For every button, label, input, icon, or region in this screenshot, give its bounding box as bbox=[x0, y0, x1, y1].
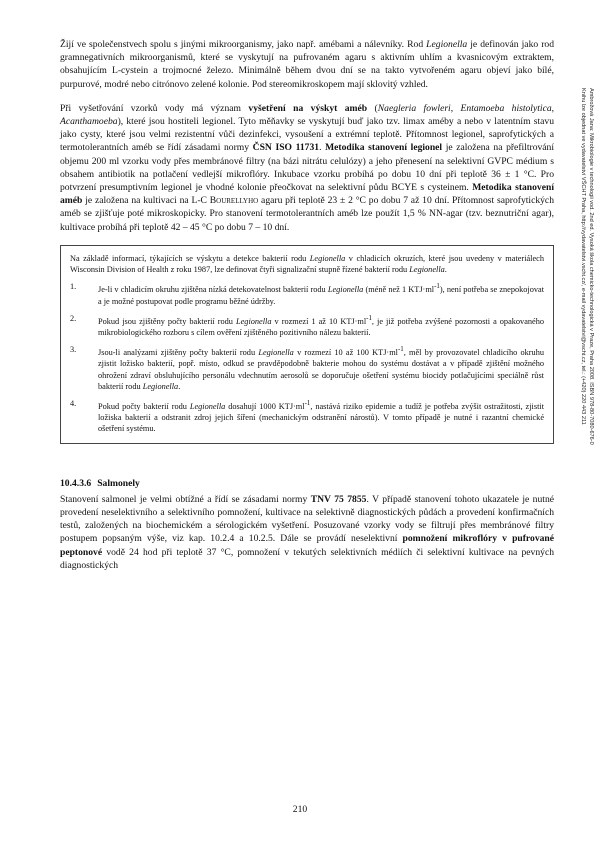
bold-term: vyšetření na výskyt améb bbox=[248, 102, 368, 114]
page-number: 210 bbox=[292, 804, 308, 815]
text: ), které jsou hostiteli legionel. Tyto měňavky se vyskytují buď jako tzv. limax améby a nebo v latentním stavu jako cysty, které jsou velmi rezistentní vůči dezinfekci, vysoušení a extrémní teplotě. Přítomnost legionel, saprofytických a termotolerantních améb se řídí zásadami normy bbox=[60, 116, 554, 154]
side-citation-line: Knihu lze objednat ve vydavatelství VŠCHT Praha, http://vydavatelstvi.vscht.cz/, e-mail vydavatelstvi@vscht.cz, tel.: (+420) 220 443 211 bbox=[580, 88, 586, 425]
list-item bbox=[70, 281, 544, 306]
italic-term: Legionella bbox=[189, 401, 226, 411]
list-item bbox=[70, 344, 544, 392]
text: Pokud počty bakterií rodu bbox=[98, 401, 190, 411]
signal-levels-box bbox=[60, 245, 554, 444]
list-item-text bbox=[98, 313, 544, 338]
text: Na základě informací, týkajících se výskytu a detekce bakterií rodu bbox=[70, 253, 310, 263]
italic-term: Legionella bbox=[236, 316, 272, 326]
text: , nastává riziko epidemie a tudíž je potřeba zvýšit ostražitosti, zjistit ložiska bakterií a odstranit zdroj jejich šíření (mechanickým odstranění nárostů). V tomto případě je nutné i razantní chemické ošetření systému. bbox=[98, 401, 544, 434]
list-number: 4. bbox=[70, 399, 77, 409]
section-heading bbox=[60, 478, 554, 489]
paragraph-legionella-intro bbox=[60, 38, 554, 91]
text: ( bbox=[367, 102, 378, 114]
box-intro bbox=[70, 253, 544, 276]
text: je definován jako rod gramnegativních mikroorganismů, které se vyskytují na pufrovaném agaru s aktivním uhlím a kvasnicovým extraktem, obsahujícím L-cystein a trojmocné železo. Minimálně během dvou dní se na takto vytvořeném agaru objeví jako bílé, purpurové, modré nebo citrónovo zelené kolonie. Pod stereomikroskopem mají sklovitý vzhled. bbox=[60, 39, 554, 90]
italic-term: Legionella bbox=[426, 39, 468, 50]
text: (méně než 1 KTJ·ml bbox=[363, 285, 435, 295]
superscript: -1 bbox=[304, 400, 311, 408]
text: v rozmezí 10 až 100 KTJ·ml bbox=[293, 347, 398, 357]
text: v rozmezí 1 až 10 KTJ·ml bbox=[271, 316, 367, 326]
text: . bbox=[319, 142, 326, 154]
text: ), není potřeba se znepokojovat a je možné postupovat podle programu běžné údržby. bbox=[98, 285, 545, 306]
text: . bbox=[178, 381, 181, 391]
list-item-text bbox=[98, 281, 544, 306]
italic-term: Legionella bbox=[409, 265, 445, 275]
main-content bbox=[60, 38, 554, 572]
text: Při vyšetřování vzorků vody má význam bbox=[60, 102, 249, 114]
text: Jsou-li analýzami zjištěny počty bakterií rodu bbox=[98, 347, 259, 357]
standard-reference: TNV 75 7855 bbox=[310, 493, 367, 505]
italic-term: Legionella bbox=[142, 381, 179, 391]
text: je založena na přefiltrování objemu 200 ml vzorku vody přes membránové filtry (na bázi nitrátu celulózy) a jeho přenesení na selektivní GVPC médium s obsahem antibiotik na potlačení vedlejší mikroflóry. Inkubace vzorku probíhá po dobu 10 dní při teplotě 36 ± 1 °C. Pro potvrzení presumptivním legionel je vhodné kolonie přeočkovat na selektivní půdu BCYE s cysteinem. bbox=[60, 142, 555, 194]
italic-term: Legionella bbox=[309, 253, 346, 263]
side-citation-line: Ambrožová Jana: Mikrobiologie v technologii vod. 2nd ed. Vysoká škola chemicko-technologická v Praze, Praha 2008. ISBN 978-80-7080-676-0 bbox=[588, 88, 594, 445]
list-number: 2. bbox=[70, 313, 77, 323]
text: . bbox=[444, 265, 447, 275]
list-item bbox=[70, 398, 544, 435]
list-number: 1. bbox=[70, 282, 77, 292]
bold-term: Metodika stanovení legionel bbox=[325, 142, 443, 154]
text: Je-li v chladicím okruhu zjištěna nízká detekovatelnost bakterií rodu bbox=[98, 285, 328, 295]
text: je založena na kultivaci na L-C bbox=[82, 195, 210, 207]
list-item-text bbox=[98, 398, 544, 435]
side-citation-text bbox=[579, 88, 595, 628]
text: , je již potřeba zvýšené pozornosti a opakovaného mikrobiologického rozboru s cílem ověření zjištěného pozitivního nálezu bakterií. bbox=[98, 316, 545, 337]
text: dosahují 1000 KTJ·ml bbox=[225, 401, 305, 411]
list-item bbox=[70, 313, 544, 338]
italic-term: Naegleria fowleri, Entamoeba histolytica, Acanthamoeba bbox=[60, 102, 555, 128]
section-title: Salmonely bbox=[97, 477, 140, 489]
text: agaru při teplotě 23 ± 2 °C po dobu 7 až 10 dní. Přítomnost saprofytických améb se zjišťuje poté mikroskopicky. Pro stanovení termotolerantních améb lze použít 1,5 % NN-agar (tzv. beznutriční agar), kultivace probíhá při teplotě 42 – 45 °C po dobu 7 – 10 dní. bbox=[60, 195, 554, 233]
list-number: 3. bbox=[70, 345, 77, 355]
bold-term: pomnožení mikroflóry v pufrované peptonové bbox=[60, 533, 555, 558]
superscript: -1 bbox=[366, 314, 372, 322]
superscript: -1 bbox=[397, 346, 404, 354]
text: vodě 24 hod při teplotě 37 °C, pomnožení v tekutých selektivních médiích či selektivní kultivace na pevných diagnostických bbox=[60, 546, 554, 571]
bold-term: Metodika stanovení améb bbox=[60, 182, 554, 207]
italic-term: Legionella bbox=[258, 347, 294, 357]
text: Pokud jsou zjištěny počty bakterií rodu bbox=[98, 316, 236, 326]
paragraph-salmonella bbox=[60, 493, 554, 572]
signal-levels-list bbox=[70, 281, 544, 434]
standard-reference: ČSN ISO 11731 bbox=[252, 142, 320, 154]
italic-term: Legionella bbox=[327, 285, 364, 295]
paragraph-amoeba bbox=[60, 102, 554, 234]
text: Stanovení salmonel je velmi obtížné a řídí se zásadami normy bbox=[60, 493, 311, 505]
text: v chladicích okruzích, které jsou uvedeny v materiálech Wisconsin Division of Health z roku 1987, lze definovat čtyři signalizační stupně řízené bakterií rodu bbox=[70, 253, 544, 275]
small-caps-name: Bourellyho bbox=[209, 195, 259, 207]
superscript: -1 bbox=[434, 283, 440, 291]
text: , měl by provozovatel chladicího okruhu zjistit ložisko bakterií, popř. místo, odkud se pravděpodobně bakterie mohou do systému dostávat a v případě zjištění možného ohrožení zdraví obsluhujícího personálu vdechnutím aerosolů se doporučuje ošetření systému biocidy potlačujícími speciálně růst bakterií rodu bbox=[98, 347, 545, 391]
text: Žijí ve společenstvech spolu s jinými mikroorganismy, jako např. amébami a nálevníky. Rod bbox=[60, 39, 427, 50]
text: . V případě stanovení tohoto ukazatele je nutné provedení neselektivního a selektivního pomnožení, kultivace na selektivně diagnostických půdách a provedení konfirmačních testů, založených na biochemickém a sérologickém vyšetření. Posuzované vzorky vody se filtrují přes membránové filtry postupem popsaným výše, viz kap. 10.2.4 a 10.2.5. Dále se provádí neselektivní bbox=[60, 493, 554, 545]
list-item-text bbox=[98, 344, 544, 392]
section-number: 10.4.3.6 bbox=[60, 477, 92, 489]
side-citation bbox=[573, 88, 595, 628]
